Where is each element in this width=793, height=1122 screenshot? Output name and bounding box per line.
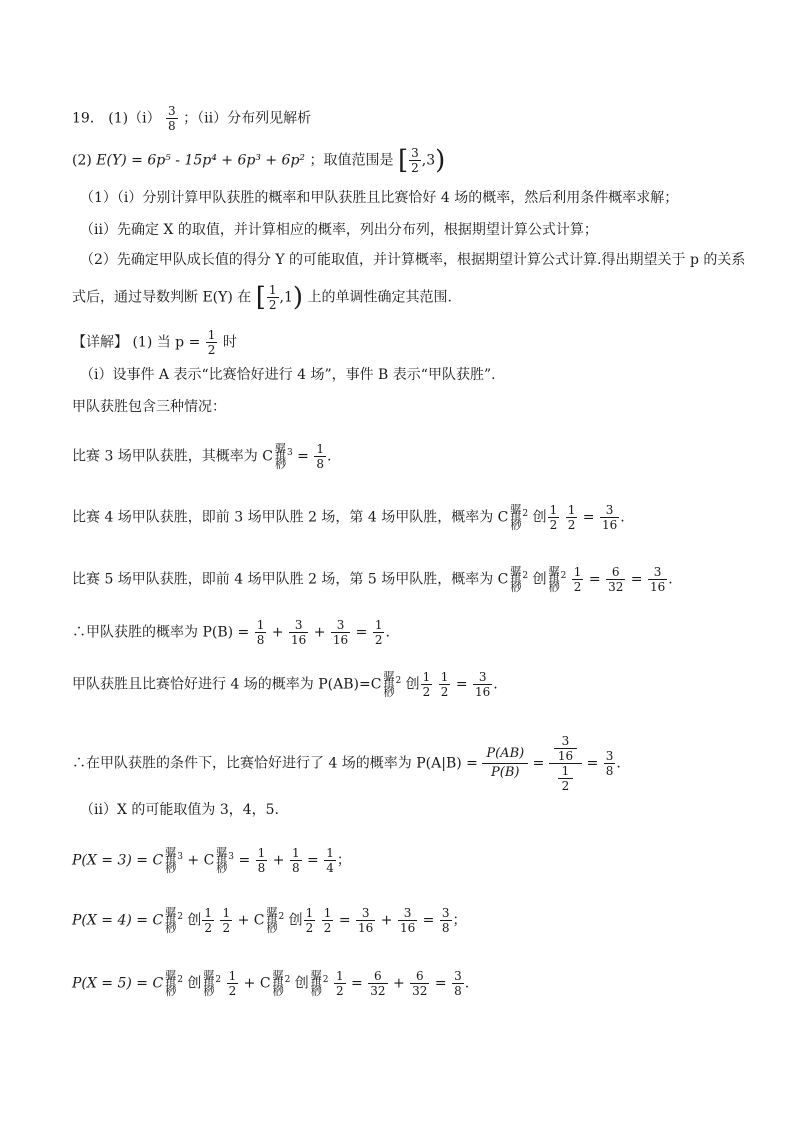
case-3-line: 比赛 3 场甲队获胜，其概率为 C骣 琪 桫$^3$ = $\frac{1}{8}$ . — [72, 441, 332, 471]
analysis-line-4: 式后，通过导数判断 E(Y) 在 [ $\frac{1}{2}$ ,1) 上的单调性确定其范围. — [72, 282, 452, 313]
event-definition: （i）设事件 A 表示“比赛恰好进行 4 场”，事件 B 表示“甲队获胜”. — [80, 367, 496, 383]
question-number: 19． — [72, 110, 104, 127]
p-b-line: ∴甲队获胜的概率为 P(B) = $\frac{1}{8}$ + $\frac{3}{16}$ + $\frac{3}{16}$ = $\frac{1}{2}$ . — [72, 618, 390, 647]
detail-label: 【详解】 — [72, 334, 128, 351]
px4-line: P(X = 4) = C骣 琪 桫$^2$ 创 $\frac{1}{2}$ $\frac{1}{2}$ + C骣 琪 桫$^2$ 创 $\frac{1}{2}$ $\frac{1}{2}$ = $\frac{3}{16}$ + $\frac{3}{16}$ = $\frac{3}{8}$ ； — [72, 905, 467, 935]
compound-fraction: $\frac{\frac{3}{16}}{\frac{1}{2}}$ — [549, 734, 582, 793]
analysis-line-3: （2）先确定甲队成长值的得分 Y 的可能取值，并计算概率，根据期望计算公式计算.得出期望关于 p 的关系 — [80, 252, 746, 268]
px5-line: P(X = 5) = C骣 琪 桫$^2$ 创骣 琪 桫$^2$ $\frac{1}{2}$ + C骣 琪 桫$^2$ 创骣 琪 桫$^2$ $\frac{1}{2}$ = $\frac{6}{32}$ + $\frac{6}{32}$ = $\frac{3}{8}$ . — [72, 968, 470, 998]
answer-line-1: 19． (1)（i） $\frac{3}{8}$ ；（ii）分布列见解析 — [72, 104, 312, 133]
case-5-line: 比赛 5 场甲队获胜，即前 4 场甲队胜 2 场，第 5 场甲队胜，概率为 C骣 琪 桫$^2$ 创骣 琪 桫$^2$ $\frac{1}{2}$ = $\frac{6}{32}$ = $\frac{3}{16}$ . — [72, 564, 673, 594]
p-ab-line: 甲队获胜且比赛恰好进行 4 场的概率为 P(AB)=C骣 琪 桫$^2$ 创 $\frac{1}{2}$ $\frac{1}{2}$ = $\frac{3}{16}$ . — [72, 669, 498, 699]
case-4-line: 比赛 4 场甲队获胜，即前 3 场甲队胜 2 场，第 4 场甲队胜，概率为 C骣 琪 桫$^2$ 创 $\frac{1}{2}$ $\frac{1}{2}$ = $\frac{3}{16}$ . — [72, 502, 625, 532]
detail-heading: 【详解】 (1) 当 p = $\frac{1}{2}$ 时 — [72, 328, 237, 357]
x-values-line: （ii）X 的可能取值为 3，4，5. — [80, 802, 279, 818]
expectation-expression: E(Y) = 6p⁵ - 15p⁴ + 6p³ + 6p² — [96, 152, 306, 169]
answer-line-2: (2) E(Y) = 6p⁵ - 15p⁴ + 6p³ + 6p² ；取值范围是 [ $\frac{3}{2}$ ,3) — [72, 145, 446, 176]
fraction: $\frac{3}{8}$ — [168, 104, 176, 133]
analysis-line-1: （1）（i）分别计算甲队获胜的概率和甲队获胜且比赛恰好 4 场的概率，然后利用条件概率求解； — [80, 190, 679, 206]
px3-line: P(X = 3) = C骣 琪 桫$^3$ + C骣 琪 桫$^3$ = $\frac{1}{8}$ + $\frac{1}{8}$ = $\frac{1}{4}$ ； — [72, 845, 351, 875]
conditional-line: ∴在甲队获胜的条件下，比赛恰好进行了 4 场的概率为 P(A|B) = $\frac{P(AB)}{P(B)}$ = $\frac{\frac{3}{16}}{\frac{1}{2}}$ = $\frac{3}{8}$ . — [72, 734, 621, 793]
analysis-line-2: （ii）先确定 X 的取值，并计算相应的概率，列出分布列，根据期望计算公式计算； — [80, 222, 598, 238]
conditional-fraction: $\frac{P(AB)}{P(B)}$ — [482, 745, 528, 782]
three-cases: 甲队获胜包含三种情况： — [72, 399, 226, 415]
